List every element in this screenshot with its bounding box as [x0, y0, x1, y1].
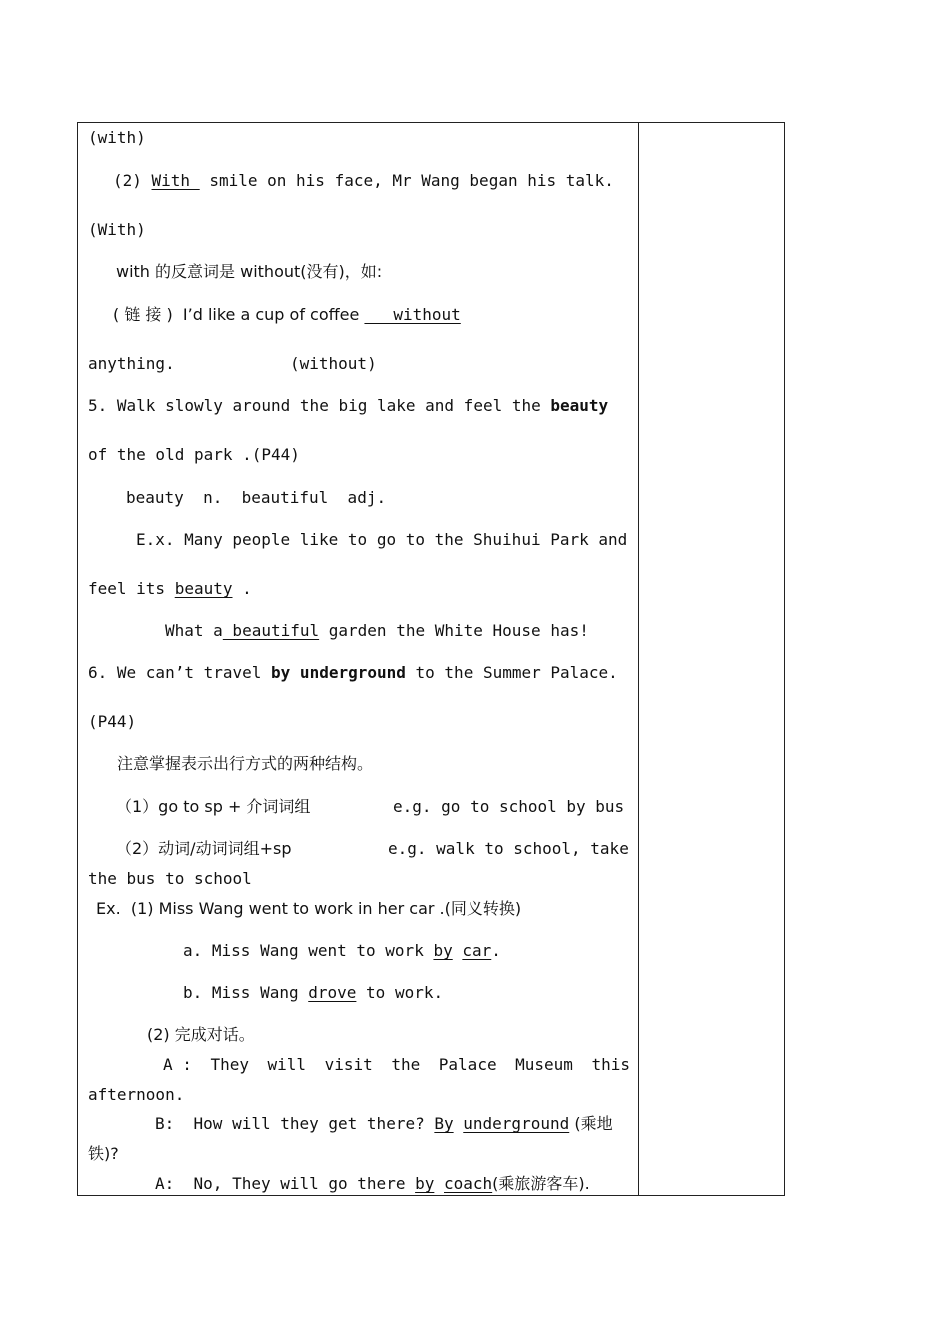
text-line: [88, 579, 252, 599]
answer-blank: beauty: [174, 579, 233, 598]
text-line: （1）go to sp + 介词词组: [116, 797, 311, 816]
text-line: afternoon.: [88, 1085, 185, 1104]
answer-blank: without: [364, 305, 461, 324]
text-segment: 6. We can’t travel: [88, 663, 272, 682]
text-line: [183, 983, 443, 1003]
text-segment: garden the White House has!: [319, 621, 589, 640]
text-segment: A: No, They will go there: [155, 1174, 416, 1193]
answer-blank: With: [151, 171, 200, 190]
text-line: of the old park .(P44): [88, 445, 300, 464]
text-segment: [453, 941, 463, 960]
text-segment: to work.: [356, 983, 444, 1002]
text-segment: .: [491, 941, 501, 960]
text-line: (2) 完成对话。: [147, 1025, 255, 1044]
text-line: anything.: [88, 354, 175, 373]
answer-blank: by: [415, 1174, 435, 1193]
answer-blank: coach: [444, 1174, 493, 1193]
text-line: the bus to school: [88, 869, 252, 888]
answer-blank: beautiful: [222, 621, 320, 640]
column-divider: [638, 122, 639, 1196]
answer-blank: By: [434, 1114, 454, 1133]
text-line: [88, 663, 618, 683]
text-segment: (乘地: [569, 1114, 613, 1133]
text-segment: [454, 1114, 464, 1133]
text-line: (P44): [88, 712, 137, 731]
text-line: [155, 1114, 613, 1134]
answer-blank: drove: [308, 983, 357, 1002]
word: this: [591, 1055, 630, 1074]
text-segment: a. Miss Wang went to work: [183, 941, 434, 960]
text-segment: .: [232, 579, 252, 598]
answer-hint: (without): [290, 354, 377, 373]
word: Palace: [438, 1055, 497, 1074]
text-line: [155, 1174, 590, 1194]
keyword: by underground: [271, 663, 406, 682]
text-segment: feel its: [88, 579, 175, 598]
text-segment: B: How will they get there?: [155, 1114, 435, 1133]
word: visit: [324, 1055, 373, 1074]
text-segment: b. Miss Wang: [183, 983, 309, 1002]
text-segment: 5. Walk slowly around the big lake and feel the: [88, 396, 551, 415]
text-line: (with): [88, 128, 146, 147]
word: the: [391, 1055, 421, 1074]
text-line: [165, 621, 589, 641]
text-line: [113, 171, 614, 191]
text-segment: [434, 1174, 444, 1193]
text-line: [163, 1055, 630, 1075]
text-segment: to the Summer Palace.: [405, 663, 618, 682]
text-segment: (乘旅游客车).: [492, 1174, 590, 1193]
text-line: [88, 396, 608, 416]
text-line: (With): [88, 220, 146, 239]
text-line: beauty n. beautiful adj.: [126, 488, 387, 507]
answer-blank: car: [462, 941, 492, 960]
text-segment: smile on his face, Mr Wang began his talk.: [199, 171, 614, 190]
text-line: e.g. walk to school, take: [388, 839, 629, 858]
keyword: beauty: [550, 396, 609, 415]
text-line: 铁)?: [88, 1144, 119, 1163]
text-line: Ex. (1) Miss Wang went to work in her car .(同义转换): [96, 899, 522, 918]
text-segment: (2): [113, 171, 152, 190]
answer-blank: underground: [463, 1114, 570, 1133]
text-segment: What a: [165, 621, 223, 640]
text-line: [183, 941, 501, 961]
word: They: [210, 1055, 249, 1074]
text-line: [113, 305, 461, 325]
text-line: e.g. go to school by bus: [393, 797, 625, 816]
text-line: E.x. Many people like to go to the Shuihui Park and: [136, 530, 628, 549]
text-line: with 的反意词是 without(没有)，如:: [116, 262, 383, 281]
text-segment: ( 链 接 ) I’d like a cup of coffee: [113, 305, 365, 324]
word: A :: [163, 1055, 192, 1074]
word: Museum: [515, 1055, 573, 1074]
text-line: 注意掌握表示出行方式的两种结构。: [117, 754, 374, 773]
word: will: [267, 1055, 307, 1074]
answer-blank: by: [433, 941, 453, 960]
text-line: （2）动词/动词词组+sp: [116, 839, 292, 858]
